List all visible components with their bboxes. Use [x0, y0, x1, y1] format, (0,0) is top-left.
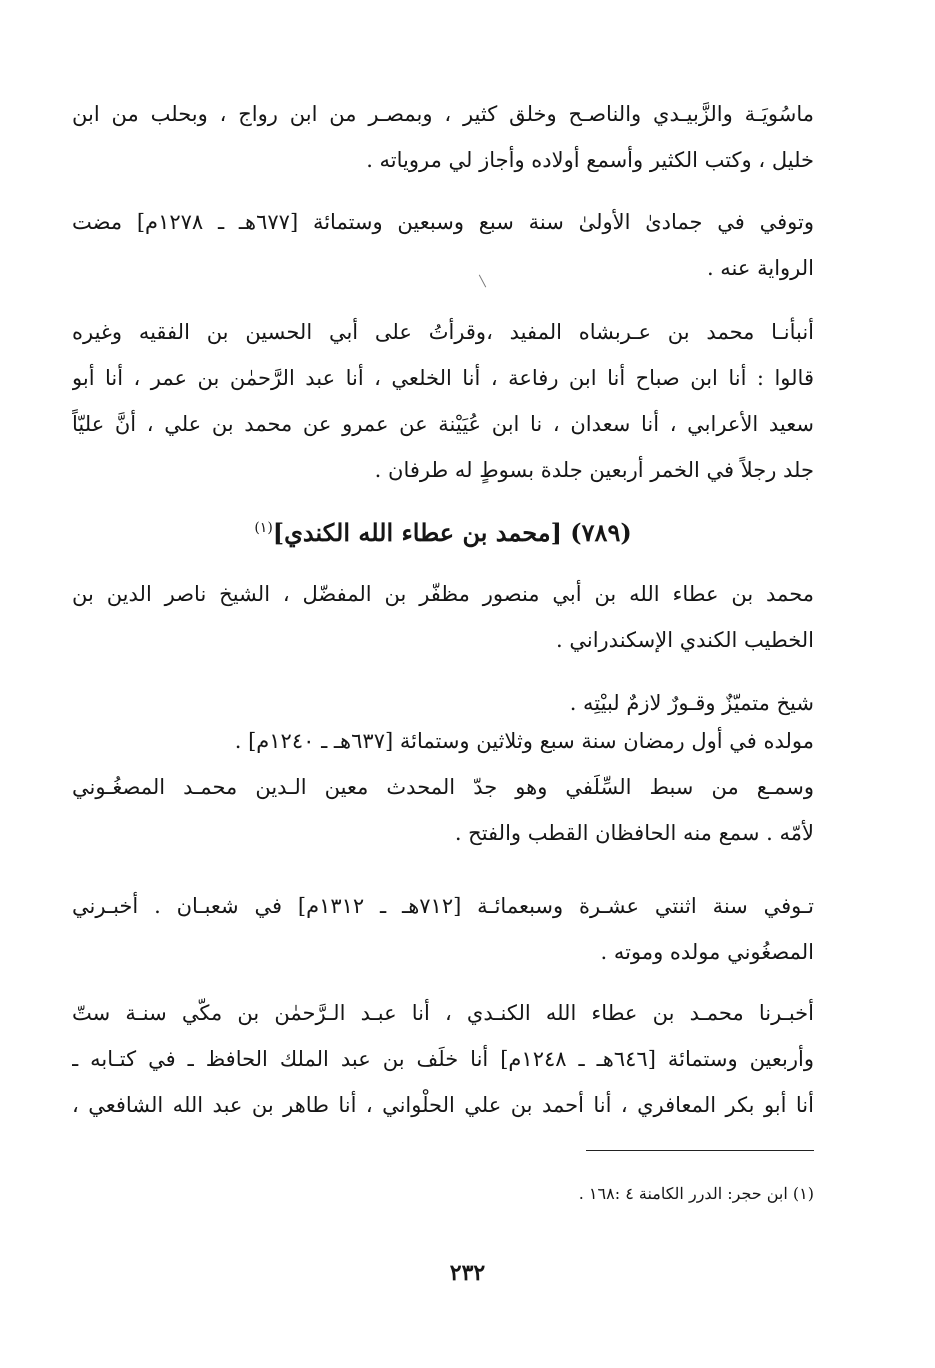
paragraph-line: تـوفي سنة اثنتي عشـرة وسبعمائـة [٧١٢هـ ـ ١٣١٢م] في شعبـان . أخبـرني [72, 894, 814, 918]
paragraph-line: خليل ، وكتب الكثير وأسمع أولاده وأجاز لي مروياته . [366, 148, 814, 172]
paragraph-line: قالوا : أنا ابن صباح أنا ابن رفاعة ، أنا الخلعي ، أنا عبد الرَّحمٰن بن عمر ، أنا أبو [72, 366, 814, 390]
paragraph-line: وتوفي في جمادىٰ الأولىٰ سنة سبع وسبعين وستمائة [٦٧٧هـ ـ ١٢٧٨م] مضت [72, 210, 814, 234]
paragraph-line: الرواية عنه . [706, 256, 814, 280]
paragraph-line: لأمّه . سمع منه الحافظان القطب والفتح . [454, 821, 814, 845]
footnote-divider [586, 1150, 814, 1151]
paragraph-line: سعيد الأعرابي ، أنا سعدان ، نا ابن عُيَيْنة عن عمرو عن محمد بن علي ، أنَّ عليّاً [72, 412, 814, 436]
paragraph-1 [72, 91, 814, 183]
paragraph-line: أنبأنـا محمد بن عـربشاه المفيد ،وقرأتُ على أبي الحسين بن الفقيه وغيره [72, 320, 814, 344]
paragraph-2 [72, 199, 814, 291]
paragraph-4 [72, 571, 814, 663]
paragraph-line: الخطيب الكندي الإسكندراني . [556, 628, 814, 652]
paragraph-line: المصغُوني مولده وموته . [600, 940, 814, 964]
paragraph-line: شيخ متميّزٌ وقـورٌ لازمٌ لبيْتِه . [569, 691, 814, 715]
paragraph-line: مولده في أول رمضان سنة سبع وثلاثين وستمائة [٦٣٧هـ ـ ١٢٤٠م] . [234, 729, 814, 753]
paragraph-line: ماسُويَـة والزَّبيـدي والناصـح وخلق كثير ، وبمصـر من ابن رواج ، وبحلب من ابن [72, 102, 814, 126]
footnote: (١) ابن حجر: الدرر الكامنة ٤ :١٦٨ . [578, 1184, 814, 1203]
paragraph-line: وأربعين وستمائة [٦٤٦هـ ـ ١٢٤٨م] أنا خلَف بن عبد الملك الحافظ ـ في كتـابه ـ [72, 1047, 814, 1071]
paragraph-3 [72, 309, 814, 493]
footnote-reference: (١) [254, 520, 273, 536]
paragraph-line: أخبـرنا محمـد بن عطاء الله الكنـدي ، أنا عبـد الـرَّحمٰن بن مكّي سنـة ستّ [72, 1001, 814, 1025]
paragraph-7 [72, 990, 814, 1128]
paragraph-6 [72, 883, 814, 975]
paragraph-5 [72, 680, 814, 856]
paragraph-line: أنا أبو بكر المعافري ، أنا أحمد بن علي الحلْواني ، أنا طاهر بن عبد الله الشافعي ، [72, 1093, 814, 1117]
entry-heading-text: (٧٨٩) [محمد بن عطاء الله الكندي] [272, 518, 632, 547]
paragraph-line: وسمـع من سبط السِّلَفي وهو جدّ المحدث معين الـدين محمـد المصغُـوني [72, 775, 814, 799]
paragraph-line: محمد بن عطاء الله بن أبي منصور مظفّر بن المفضّل ، الشيخ ناصر الدين بن [72, 582, 814, 606]
paragraph-line: جلد رجلاً في الخمر أربعين جلدة بسوطٍ له طرفان . [374, 458, 814, 482]
entry-heading [72, 508, 814, 558]
page-number: ٢٣٢ [449, 1260, 486, 1286]
